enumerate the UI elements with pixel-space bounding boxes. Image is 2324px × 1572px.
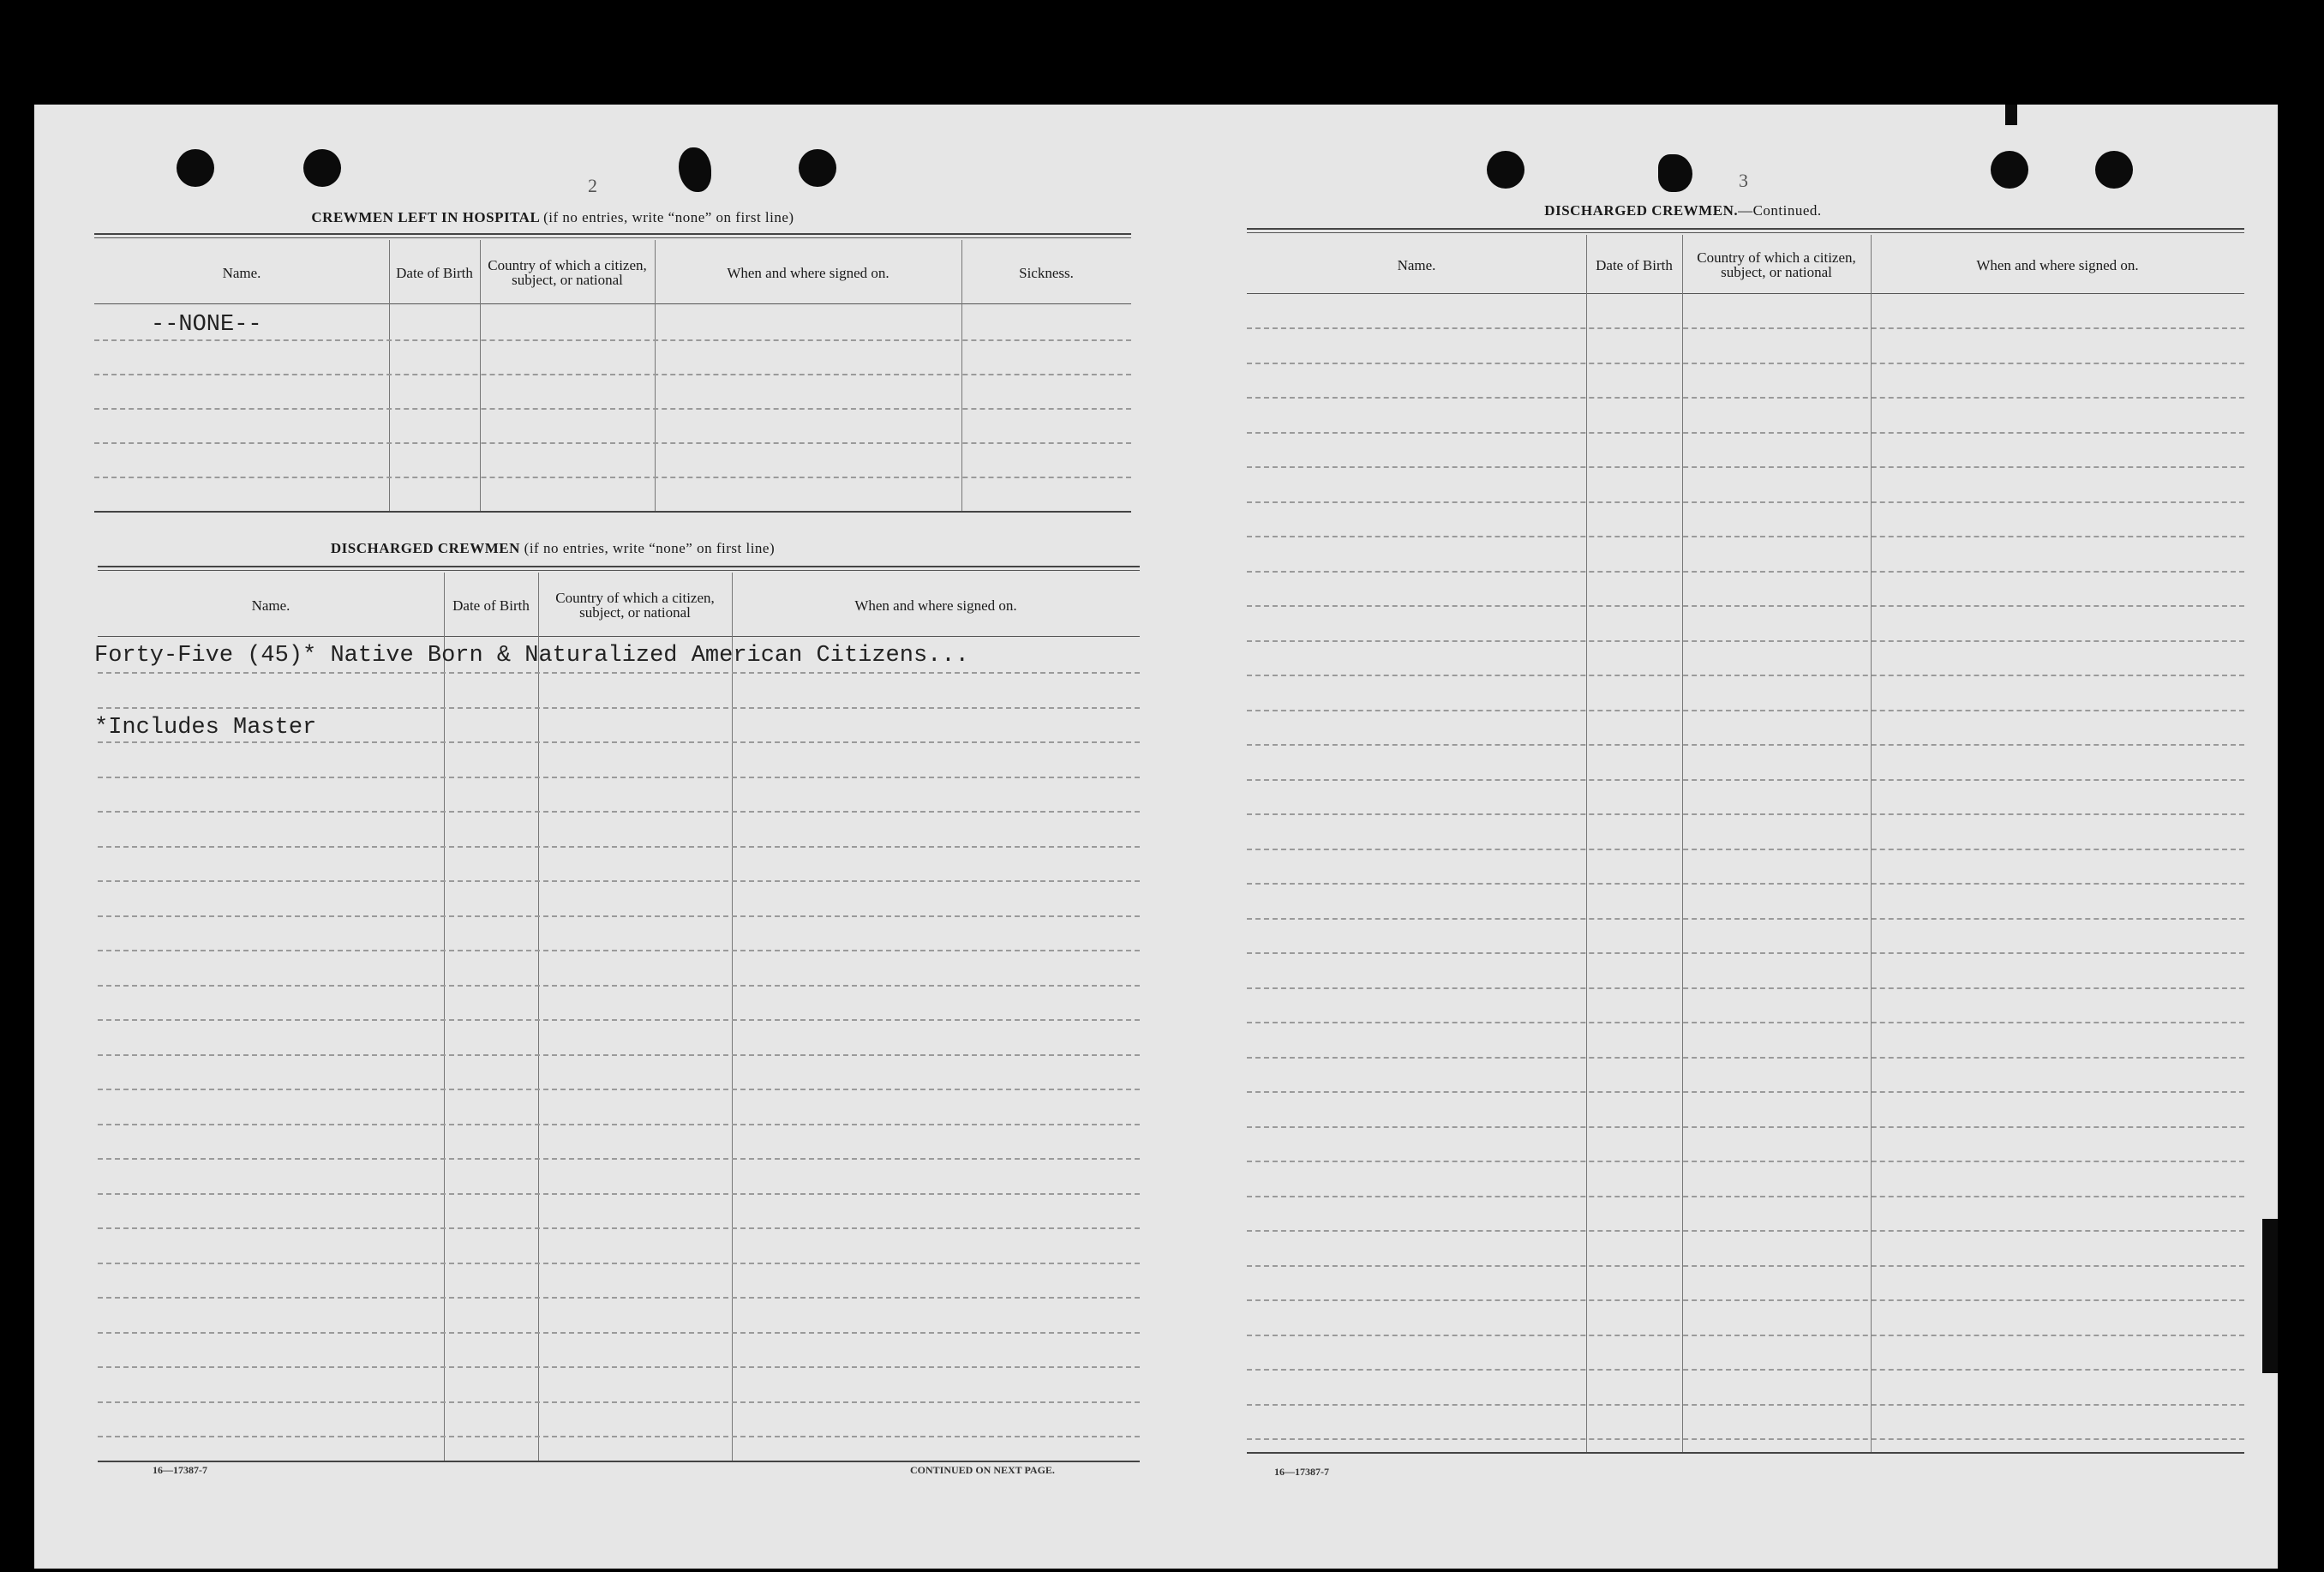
row-line <box>98 1054 1140 1056</box>
row-line <box>1247 327 2244 329</box>
row-line <box>98 1366 1140 1368</box>
punch-hole <box>1658 154 1692 192</box>
row-line <box>1247 952 2244 954</box>
punch-hole <box>177 149 214 187</box>
row-line <box>1247 1091 2244 1093</box>
column-header-country: Country of which a citizen, subject, or national <box>1697 249 1856 280</box>
row-line <box>1247 466 2244 468</box>
row-line <box>1247 883 2244 885</box>
column-header-signed-on: When and where signed on. <box>1976 256 2139 273</box>
row-line <box>1247 918 2244 920</box>
column-header-signed-on: When and where signed on. <box>727 264 889 281</box>
row-line <box>1247 1161 2244 1162</box>
row-line <box>1247 1299 2244 1301</box>
row-line <box>1247 605 2244 607</box>
row-line <box>1247 501 2244 503</box>
punch-hole <box>303 149 341 187</box>
column-header-country: Country of which a citizen, subject, or national <box>555 590 715 621</box>
left-page <box>34 105 1156 1569</box>
right-page <box>1156 105 2278 1569</box>
row-line <box>98 880 1140 882</box>
row-line <box>98 1263 1140 1264</box>
row-line <box>1247 1369 2244 1371</box>
row-line <box>98 1297 1140 1299</box>
row-line <box>94 374 1131 375</box>
row-line <box>1247 1404 2244 1406</box>
row-line <box>94 477 1131 478</box>
row-line <box>98 707 1140 709</box>
row-line <box>1247 397 2244 399</box>
discharged-section-title: DISCHARGED CREWMEN (if no entries, write “none” on first line) <box>330 540 776 556</box>
discharged-continued-title: DISCHARGED CREWMEN.—Continued. <box>1544 202 1822 219</box>
row-line <box>1247 849 2244 850</box>
row-line <box>1247 363 2244 364</box>
row-line <box>1247 813 2244 815</box>
page-number: 2 <box>588 175 597 196</box>
hospital-table <box>94 233 1131 619</box>
row-line <box>98 846 1140 848</box>
row-line <box>98 1332 1140 1334</box>
row-line <box>1247 1196 2244 1197</box>
row-line <box>98 672 1140 674</box>
row-line <box>1247 987 2244 989</box>
column-header-name: Name. <box>1397 256 1436 273</box>
row-line <box>98 1193 1140 1195</box>
row-line <box>94 408 1131 410</box>
row-line <box>1247 675 2244 676</box>
discharged-continued-table <box>1247 228 2244 1565</box>
punch-hole <box>1487 151 1524 189</box>
edge-mark <box>2005 105 2017 125</box>
row-line <box>98 1401 1140 1403</box>
hospital-section-title: CREWMEN LEFT IN HOSPITAL (if no entries, write “none” on first line) <box>311 209 794 225</box>
discharged-table <box>94 566 1140 1560</box>
punch-hole <box>1991 151 2028 189</box>
row-line <box>1247 432 2244 434</box>
row-line <box>98 1089 1140 1090</box>
row-line <box>98 950 1140 951</box>
row-line <box>1247 1438 2244 1440</box>
row-line <box>1247 744 2244 746</box>
document-paper <box>34 105 2278 1569</box>
row-line <box>1247 779 2244 781</box>
row-line <box>98 1124 1140 1125</box>
hospital-entry: --NONE-- <box>151 312 262 338</box>
row-line <box>1247 1265 2244 1267</box>
form-number: 16—17387-7 <box>1274 1466 1329 1478</box>
row-line <box>98 1158 1140 1160</box>
column-header-date-of-birth: Date of Birth <box>396 264 473 281</box>
row-line <box>1247 640 2244 642</box>
row-line <box>94 339 1131 341</box>
row-line <box>1247 536 2244 537</box>
column-header-name: Name. <box>222 264 261 281</box>
row-line <box>98 777 1140 778</box>
column-header-signed-on: When and where signed on. <box>854 597 1017 614</box>
row-line <box>98 1436 1140 1437</box>
column-header-date-of-birth: Date of Birth <box>452 597 530 614</box>
row-line <box>1247 1022 2244 1023</box>
discharged-entry-note: *Includes Master <box>94 715 317 741</box>
row-line <box>1247 1126 2244 1128</box>
column-header-name: Name. <box>251 597 290 614</box>
row-line <box>98 1019 1140 1021</box>
row-line <box>1247 571 2244 573</box>
punch-hole <box>2095 151 2133 189</box>
row-line <box>98 985 1140 987</box>
row-line <box>1247 1230 2244 1232</box>
row-line <box>98 811 1140 813</box>
column-header-sickness: Sickness. <box>1019 264 1074 281</box>
punch-hole <box>679 147 711 192</box>
continued-note: CONTINUED ON NEXT PAGE. <box>910 1464 1055 1476</box>
form-number: 16—17387-7 <box>153 1464 207 1476</box>
punch-hole <box>799 149 836 187</box>
row-line <box>98 1227 1140 1229</box>
row-line <box>1247 1335 2244 1336</box>
column-header-country: Country of which a citizen, subject, or national <box>488 257 647 288</box>
edge-mark <box>2262 1219 2278 1373</box>
row-line <box>98 741 1140 743</box>
row-line <box>94 442 1131 444</box>
discharged-entry-summary: Forty-Five (45)* Native Born & Naturalized American Citizens... <box>94 643 969 669</box>
page-number: 3 <box>1739 170 1748 191</box>
row-line <box>1247 1057 2244 1059</box>
row-line <box>1247 710 2244 711</box>
column-header-date-of-birth: Date of Birth <box>1596 256 1673 273</box>
row-line <box>98 915 1140 917</box>
